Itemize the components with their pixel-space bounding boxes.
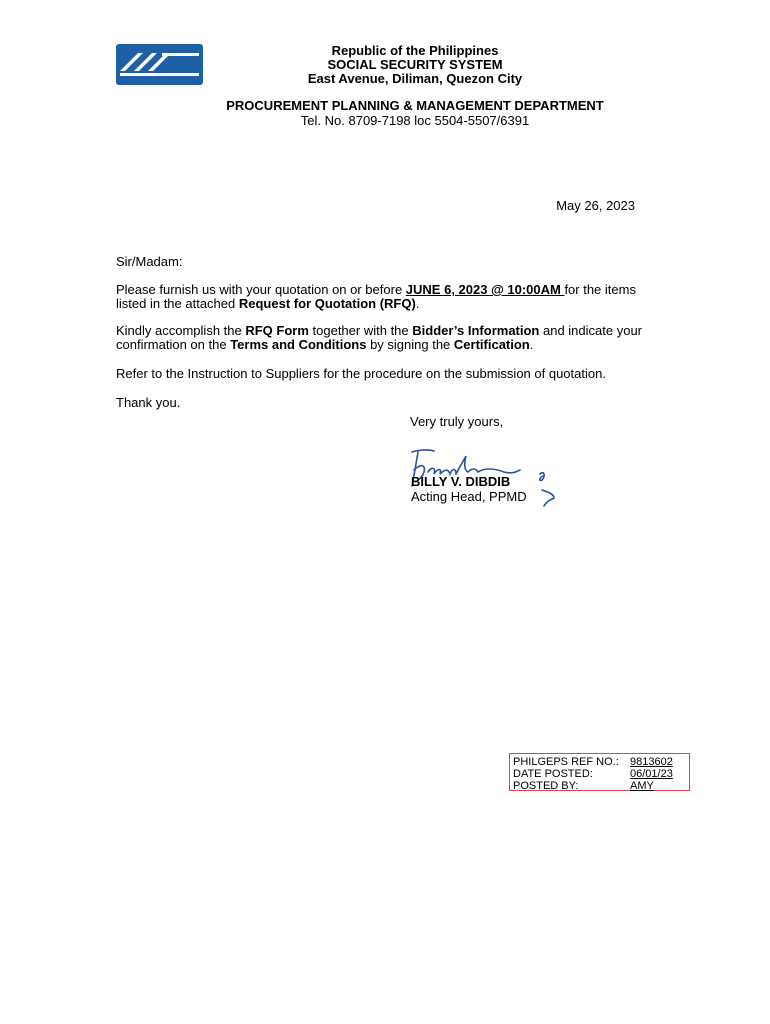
- poster-sep: :: [575, 780, 579, 792]
- rfq-form-ref: RFQ Form: [245, 323, 309, 338]
- paragraph-quotation-request: [116, 283, 656, 311]
- letterhead: [0, 44, 770, 86]
- stamp-label: [513, 768, 630, 780]
- telephone-line: Tel. No. 8709-7198 loc 5504-5507/6391: [300, 113, 530, 128]
- ref-number: 9813602: [630, 756, 673, 768]
- rfq-reference: Request for Quotation (RFQ): [238, 296, 416, 311]
- salutation: Sir/Madam:: [116, 254, 183, 269]
- stamp-row-date: [513, 768, 689, 780]
- date-sep: :: [589, 768, 593, 780]
- agency-name: SOCIAL SECURITY SYSTEM: [327, 57, 503, 72]
- stamp-row-poster: [513, 780, 689, 792]
- poster-label: POSTED BY: [513, 780, 576, 792]
- para1-text: for the items listed in the attached: [116, 282, 636, 311]
- deadline: JUNE 6, 2023 @ 10:00AM: [405, 282, 565, 297]
- signatory-title: Acting Head, PPMD: [411, 489, 527, 504]
- para2-text: by signing the: [366, 337, 454, 352]
- ref-label: PHILGEPS REF NO.: [513, 756, 616, 768]
- terms-ref: Terms and Conditions: [230, 337, 367, 352]
- certification-ref: Certification: [453, 337, 530, 352]
- department-name: PROCUREMENT PLANNING & MANAGEMENT DEPARTMENT: [226, 98, 604, 113]
- posted-by: AMY: [630, 780, 654, 792]
- closing-line: Very truly yours,: [410, 414, 504, 429]
- para2-text: and indicate your confirmation on the: [116, 323, 642, 352]
- para1-end: .: [415, 296, 420, 311]
- date-label: DATE POSTED: [513, 768, 590, 780]
- para1-text: Please furnish us with your quotation on or before: [116, 282, 406, 297]
- stamp-row-ref: [513, 756, 689, 768]
- letter-date: May 26, 2023: [556, 198, 635, 213]
- para2-end: .: [529, 337, 534, 352]
- bidders-info-ref: Bidder’s Information: [412, 323, 540, 338]
- stamp-label: [513, 780, 630, 792]
- philgeps-stamp: [509, 753, 690, 791]
- para2-text: Kindly accomplish the: [116, 323, 246, 338]
- agency-address: East Avenue, Diliman, Quezon City: [307, 71, 523, 86]
- stamp-label: [513, 756, 630, 768]
- date-posted: 06/01/23: [630, 768, 673, 780]
- republic-line: Republic of the Philippines: [331, 43, 499, 58]
- para2-text: together with the: [308, 323, 413, 338]
- paragraph-instructions: [116, 324, 656, 352]
- ref-sep: :: [615, 756, 619, 768]
- paragraph-refer: Refer to the Instruction to Suppliers for the procedure on the submission of quotation.: [116, 366, 606, 381]
- signatory-name: BILLY V. DIBDIB: [411, 474, 511, 489]
- thanks-line: Thank you.: [116, 395, 181, 410]
